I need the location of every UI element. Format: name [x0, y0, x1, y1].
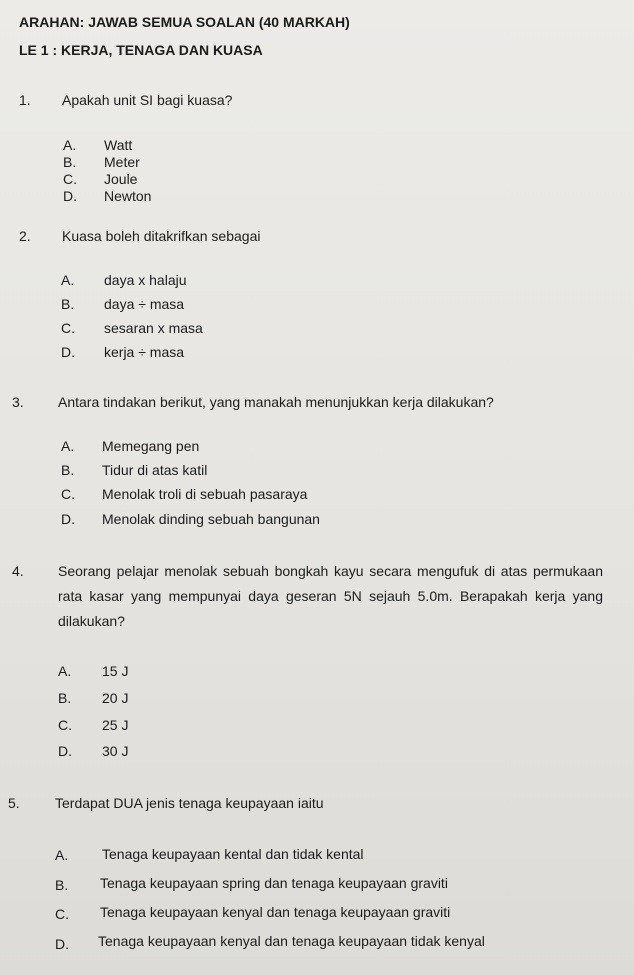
option-text: sesaran x masa [104, 320, 203, 336]
question-text: Terdapat DUA jenis tenaga keupayaan iaitu [55, 795, 324, 811]
option-text: 25 J [102, 717, 129, 733]
option-letter: C. [61, 486, 75, 502]
option-letter: C. [63, 171, 77, 187]
option-text: Menolak dinding sebuah bangunan [102, 511, 320, 527]
option-text: Tidur di atas katil [102, 462, 208, 478]
option-letter: C. [61, 320, 75, 336]
option-text: Tenaga keupayaan spring dan tenaga keupayaan graviti [100, 875, 448, 891]
section-title: LE 1 : KERJA, TENAGA DAN KUASA [19, 42, 263, 58]
question-number: 4. [12, 563, 24, 579]
question-number: 2. [19, 228, 31, 244]
option-letter: A. [63, 137, 77, 153]
option-letter: B. [58, 690, 72, 706]
option-text: Tenaga keupayaan kenyal dan tenaga keupayaan graviti [100, 904, 451, 920]
question-text: Kuasa boleh ditakrifkan sebagai [62, 228, 261, 244]
option-letter: C. [55, 906, 69, 922]
option-letter: C. [58, 717, 72, 733]
option-text: Menolak troli di sebuah pasaraya [102, 486, 308, 502]
option-text: Newton [104, 188, 152, 204]
option-letter: A. [61, 438, 75, 454]
question-text: Apakah unit SI bagi kuasa? [62, 92, 233, 108]
instruction-heading: ARAHAN: JAWAB SEMUA SOALAN (40 MARKAH) [19, 14, 350, 30]
option-text: 15 J [102, 663, 129, 679]
option-text: 30 J [102, 743, 129, 759]
option-text: Watt [104, 137, 133, 153]
option-text: Tenaga keupayaan kenyal dan tenaga keupayaan tidak kenyal [98, 933, 485, 949]
question-text: Seorang pelajar menolak sebuah bongkah kayu secara mengufuk di atas permukaan rata kasar yang mempunyai daya geseran 5N sejauh 5.0m. Berapakah kerja yang dilakukan? [58, 563, 603, 629]
option-text: Joule [104, 171, 138, 187]
option-letter: B. [63, 154, 77, 170]
option-letter: D. [55, 936, 69, 952]
option-letter: B. [61, 296, 75, 312]
option-text: Tenaga keupayaan kental dan tidak kental [102, 846, 364, 862]
question-text: Antara tindakan berikut, yang manakah menunjukkan kerja dilakukan? [58, 394, 494, 410]
question-number: 5. [8, 795, 20, 811]
option-text: Memegang pen [102, 438, 200, 454]
option-letter: D. [58, 743, 72, 759]
option-letter: A. [55, 847, 69, 863]
option-text: 20 J [102, 690, 129, 706]
option-text: daya x halaju [104, 272, 187, 288]
option-letter: D. [61, 344, 75, 360]
option-text: kerja ÷ masa [104, 344, 185, 360]
question-number: 1. [19, 92, 31, 108]
option-letter: D. [63, 188, 77, 204]
option-text: daya ÷ masa [104, 296, 185, 312]
option-letter: B. [61, 462, 75, 478]
option-text: Meter [104, 154, 140, 170]
question-number: 3. [12, 394, 24, 410]
option-letter: D. [61, 511, 75, 527]
option-letter: A. [61, 272, 75, 288]
option-letter: A. [58, 663, 72, 679]
option-letter: B. [55, 877, 69, 893]
